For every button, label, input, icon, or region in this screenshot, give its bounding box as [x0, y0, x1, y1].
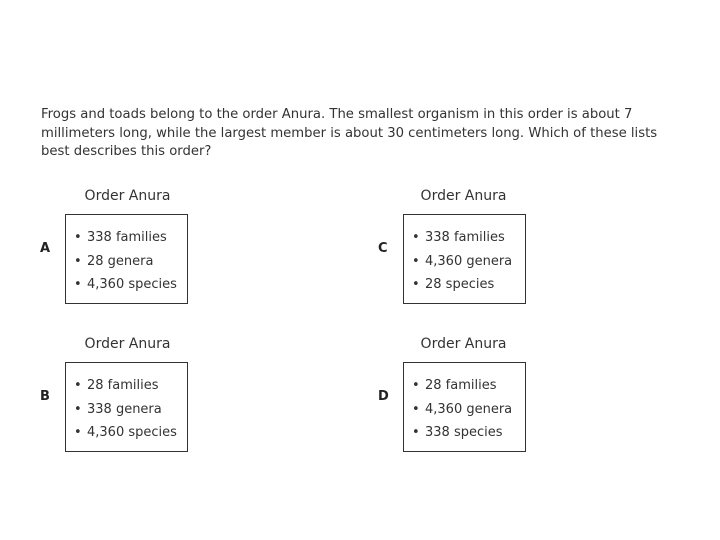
bullet-icon: •: [74, 253, 82, 269]
list-item: • 338 families: [412, 226, 512, 250]
option-letter: C: [378, 241, 388, 256]
classification-list: [412, 226, 512, 297]
option-box: [65, 214, 188, 304]
box-title: Order Anura: [84, 188, 171, 204]
bullet-icon: •: [412, 253, 420, 269]
bullet-icon: •: [74, 277, 82, 292]
list-item: • 4,360 genera: [412, 250, 512, 274]
box-title: Order Anura: [420, 188, 507, 204]
bullet-icon: •: [412, 401, 420, 417]
list-item: • 28 species: [412, 273, 512, 297]
box-title: Order Anura: [84, 336, 171, 352]
classification-list: [74, 226, 177, 297]
list-item: • 4,360 genera: [412, 398, 512, 422]
list-item: • 28 genera: [74, 250, 177, 274]
bullet-icon: •: [74, 401, 82, 417]
list-item: • 338 families: [74, 226, 177, 250]
bullet-icon: •: [412, 277, 420, 292]
option-letter: B: [40, 389, 50, 404]
list-item: • 338 genera: [74, 398, 177, 422]
option-box: [403, 214, 526, 304]
box-title: Order Anura: [420, 336, 507, 352]
list-item: • 28 families: [74, 374, 177, 398]
classification-list: [74, 374, 177, 445]
bullet-icon: •: [74, 378, 82, 393]
option-box: [403, 362, 526, 452]
bullet-icon: •: [412, 230, 420, 245]
bullet-icon: •: [74, 230, 82, 245]
list-item: • 338 species: [412, 421, 512, 445]
bullet-icon: •: [412, 378, 420, 393]
option-letter: D: [378, 389, 389, 404]
option-letter: A: [40, 241, 51, 256]
classification-list: [412, 374, 512, 445]
option-box: [65, 362, 188, 452]
list-item: • 4,360 species: [74, 421, 177, 445]
list-item: • 4,360 species: [74, 273, 177, 297]
question-text: Frogs and toads belong to the order Anura. The smallest organism in this order is about 7 millimeters long, while the largest member is about 30 centimeters long. Which of these lists best describes this order?: [41, 107, 658, 159]
bullet-icon: •: [412, 425, 420, 440]
list-item: • 28 families: [412, 374, 512, 398]
bullet-icon: •: [74, 425, 82, 440]
